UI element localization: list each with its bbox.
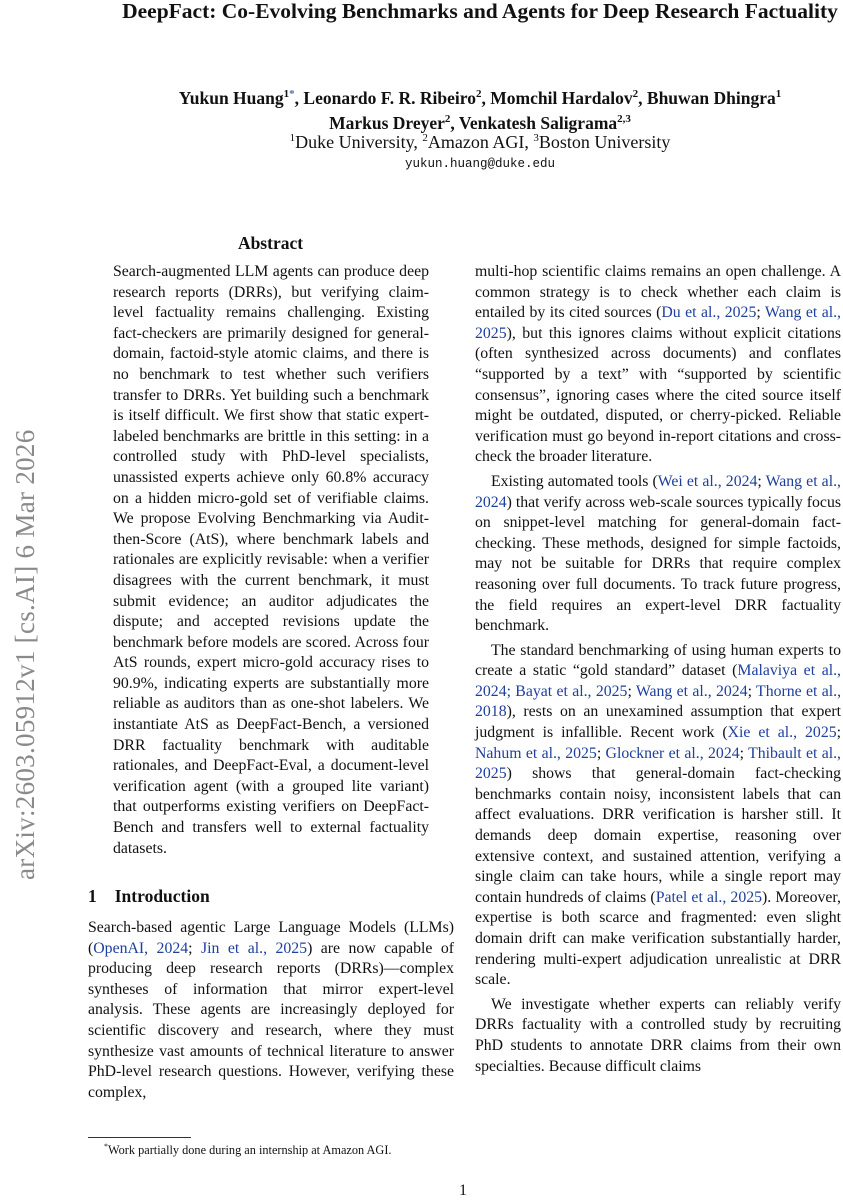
introduction-right-column xyxy=(475,262,841,1077)
author: Leonardo F. R. Ribeiro$^2$ xyxy=(303,87,482,108)
paragraph-text: We investigate whether experts can reliably verify DRRs factuality with a controlled study by recruiting PhD students to annotate DRR claims from their own specialties. Because difficult claims xyxy=(475,995,841,1075)
citation-link[interactable]: OpenAI, 2024 xyxy=(93,939,189,957)
author: Markus Dreyer$^2$ xyxy=(329,112,451,133)
paragraph-text: Search-based agentic Large Language Models (LLMs) ( xyxy=(88,919,454,957)
paragraph xyxy=(88,918,454,1103)
footnote: *Work partially done during an internship at Amazon AGI. xyxy=(104,1142,392,1158)
citation-link[interactable]: Wei et al., 2024 xyxy=(657,472,758,490)
page-number: 1 xyxy=(459,1182,467,1199)
citation-link[interactable]: Du et al., 2025 xyxy=(661,304,757,322)
citation-link[interactable]: Patel et al., 2025 xyxy=(655,888,763,906)
author-list: Yukun Huang$^{1*}$, Leonardo F. R. Ribeiro$^2$, Momchil Hardalov$^2$, Bhuwan Dhingra$^1$ Markus Dreyer$^2$, Venkatesh Saligrama$^{2,3}$ xyxy=(178,87,782,133)
paragraph-text: ; xyxy=(188,939,201,957)
abstract-body: Search-augmented LLM agents can produce deep research reports (DRRs), but verifying claim-level factuality remains challenging. Existing fact-checkers are primarily designed for general-domain, factoid-style atomic claims, and there is no benchmark to test whether such verifiers transfer to DRRs. Yet building such a benchmark is itself difficult. We first show that static expert-labeled benchmarks are brittle in this setting: in a controlled study with PhD-level specialists, unassisted experts achieve only 60.8% accuracy on a hidden micro-gold set of verifiable claims. We propose Evolving Benchmarking via Audit-then-Score (AtS), where benchmark labels and rationales are explicitly revisable: when a verifier disagrees with the current benchmark, it must submit evidence; an auditor adjudicates the dispute; and accepted revisions update the benchmark before models are scored. Across four AtS rounds, expert micro-gold accuracy rises to 90.9%, indicating experts are substantially more reliable as auditors than as one-shot labelers. We instantiate AtS as DeepFact-Bench, a versioned DRR factuality benchmark with auditable rationales, and DeepFact-Eval, a document-level verification agent (with a grouped lite variant) that outperforms existing verifiers on DeepFact-Bench and transfers well to external factuality datasets. xyxy=(113,263,429,857)
citation-link[interactable]: Wang et al., 2024 xyxy=(635,682,748,700)
footnote-divider xyxy=(88,1137,191,1138)
citation-link[interactable]: Thibault et al., 2025 xyxy=(475,744,841,783)
paragraph-text: ) are now capable of producing deep research reports (DRRs)—complex syntheses of information that mirror expert-level analysis. These agents are increasingly deployed for scientific discovery and research, where they must synthesize vast amounts of technical literature to answer PhD-level research questions. However, verifying these complex, xyxy=(88,939,455,1101)
footnote-mark[interactable]: * xyxy=(289,88,295,100)
citation-link[interactable]: Thorne et al., 2018 xyxy=(475,682,842,721)
citation-link[interactable]: Wang et al., 2024 xyxy=(475,472,841,511)
author: Bhuwan Dhingra$^1$ xyxy=(646,87,782,108)
citation-link[interactable]: Glockner et al., 2024 xyxy=(605,744,740,762)
author: Yukun Huang$^{1*}$ xyxy=(178,87,295,108)
paragraph-text: multi-hop scientific claims remains an open challenge. A common strategy is to check whether each claim is entailed by its cited sources ( xyxy=(475,263,841,322)
citation-link[interactable]: Wang et al., 2025 xyxy=(475,304,841,342)
paragraph-text: ), but this ignores claims without explicit citations (often synthesized across documents) and conflates “supported by a text” with “supported by scientific consensus”, ignoring cases where the cited source itself might be outdated, disputed, or cherry-picked. Reliable verification must go beyond in-report citations and cross-check the broader literature. xyxy=(475,324,841,466)
author: Momchil Hardalov$^2$ xyxy=(490,87,639,108)
paragraph-text: ; xyxy=(739,744,749,762)
arxiv-identifier-stamp[interactable]: arXiv:2603.05912v1 [cs.AI] 6 Mar 2026 xyxy=(10,429,40,880)
paragraph xyxy=(475,472,841,637)
paragraph-text: ; xyxy=(757,472,766,490)
citation-link[interactable]: Xie et al., 2025 xyxy=(727,724,837,742)
paragraph-text: ; xyxy=(836,724,842,742)
paragraph-text: ) shows that general-domain fact-checking benchmarks contain noisy, inconsistent labels that can affect evaluations. DRR verification is harsher still. It demands deep domain expertise, reasoning over extensive context, and sustained attention, verifying a single claim can take hours, while a single report may contain hundreds of claims ( xyxy=(475,765,841,906)
section-heading-introduction: 1 Introduction xyxy=(88,886,210,906)
paragraph-text: ; xyxy=(627,682,636,700)
paragraph-text: ; xyxy=(747,682,757,700)
citation-link[interactable]: Nahum et al., 2025 xyxy=(475,744,597,762)
paragraph-text: The standard benchmarking of using human experts to create a static “gold standard” dataset ( xyxy=(475,641,841,680)
paragraph-text: ). Moreover, expertise is both scarce and fragmented: even slight domain drift can make verification substantially harder, rendering multi-expert adjudication unrealistic at DRR scale. xyxy=(475,888,841,989)
paragraph-text: ; xyxy=(596,744,606,762)
author: Venkatesh Saligrama$^{2,3}$ xyxy=(458,112,631,133)
paragraph-text: ), rests on an unexamined assumption that expert judgment is infallible. Recent work ( xyxy=(475,703,841,742)
paragraph-text: Existing automated tools ( xyxy=(491,472,658,490)
paragraph-text: ) that verify across web-scale sources typically focus on snippet-level matching for general-domain fact-checking. These methods, designed for simple factoids, may not be suitable for DRRs that require complex reasoning over full documents. To track future progress, the field requires an expert-level DRR factuality benchmark. xyxy=(475,493,841,635)
citation-link[interactable]: Malaviya et al., 2024; Bayat et al., 2025 xyxy=(475,662,841,700)
paragraph xyxy=(475,262,841,468)
introduction-left-column xyxy=(88,918,454,1103)
paragraph-text: ; xyxy=(756,304,765,322)
citation-link[interactable]: Jin et al., 2025 xyxy=(201,939,308,957)
paragraph xyxy=(475,641,841,991)
abstract-heading: Abstract xyxy=(237,233,304,253)
paragraph xyxy=(475,995,841,1077)
paper-title: DeepFact: Co-Evolving Benchmarks and Agents for Deep Research Factuality xyxy=(122,0,838,23)
affiliations: $^1$Duke University, $^2$Amazon AGI, $^3$Boston University xyxy=(289,132,671,152)
author-email[interactable]: yukun.huang@duke.edu xyxy=(404,157,556,171)
